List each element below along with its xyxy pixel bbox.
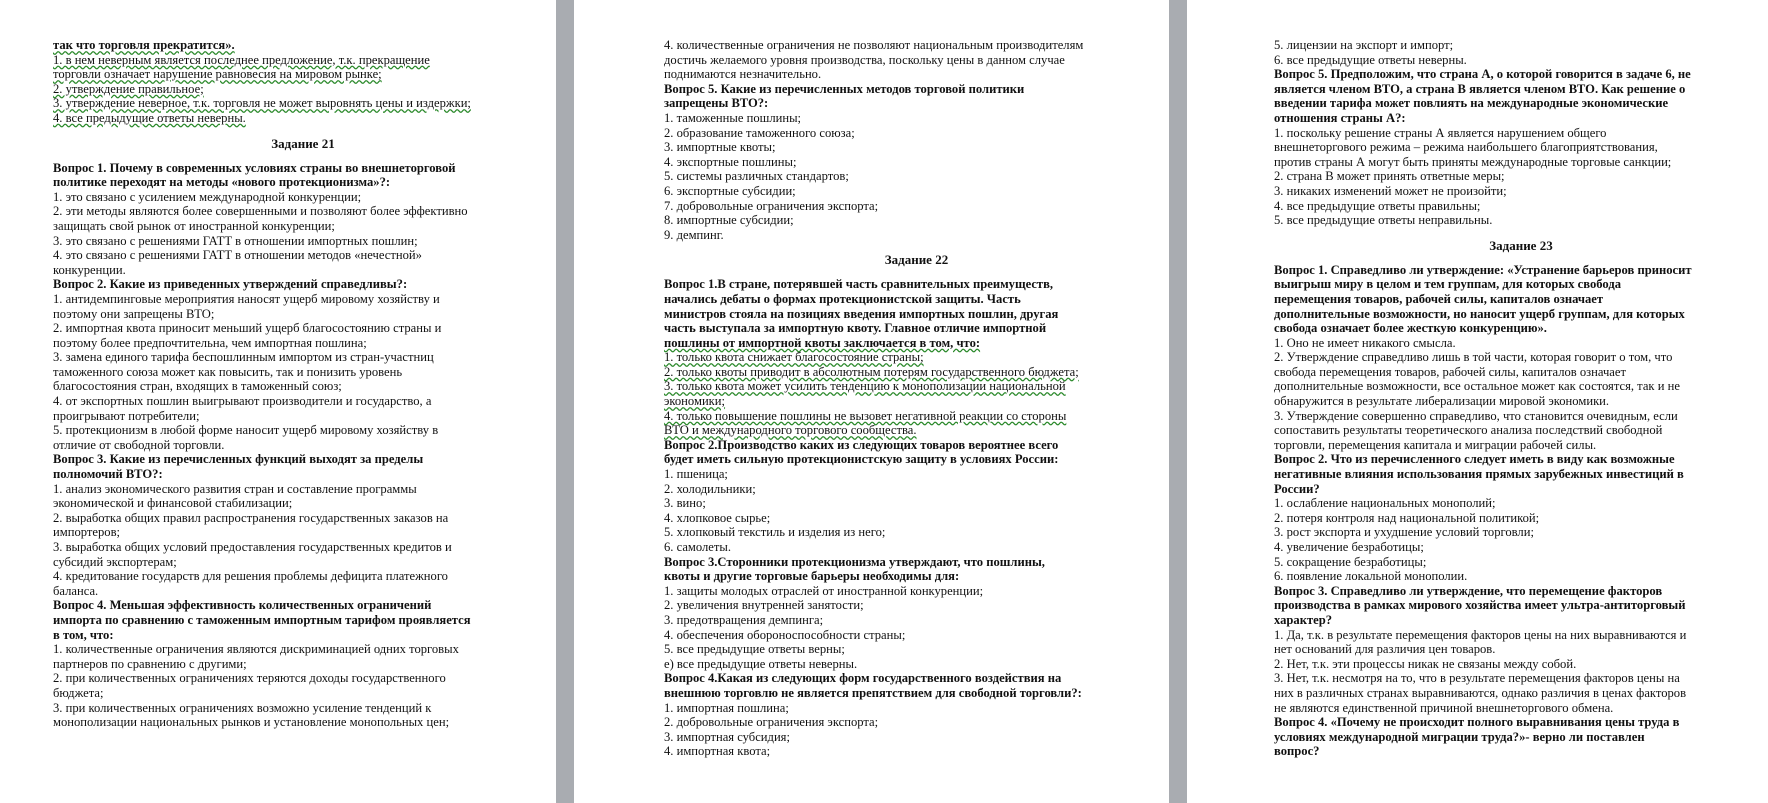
answer-line: 1. таможенные пошлины; <box>664 110 802 125</box>
answer-line: 3. предотвращения демпинга; <box>664 612 824 627</box>
answer-line: 3. это связано с решениями ГАТТ в отношении импортных пошлин; <box>53 233 418 248</box>
question-line: часть выступала за импортную квоту. Главное отличие импортной <box>664 321 1047 336</box>
spellcheck-underlined-text: 3. только квота может усилить тенденцию к монополизации национальной <box>664 379 1066 394</box>
question-line: России? <box>1274 481 1320 496</box>
answer-line: 1. пшеница; <box>664 467 728 482</box>
answer-line: 2. Утверждение справедливо лишь в той части, которая говорит о том, что <box>1274 350 1673 365</box>
answer-line: не являются единственной причиной внешнеторгового обмена. <box>1274 700 1614 715</box>
answer-line: 1. антидемпинговые мероприятия наносят ущерб мировому хозяйству и <box>53 291 440 306</box>
answer-line: 5. все предыдущие ответы неправильны. <box>1274 213 1493 228</box>
question-line: Вопрос 2. Какие из приведенных утверждений справедливы?: <box>53 277 408 292</box>
question-line: Вопрос 5. Предположим, что страна А, о которой говорится в задаче 6, не <box>1274 67 1691 82</box>
answer-line <box>53 53 553 68</box>
question-line: Вопрос 4. Меньшая эффективность количественных ограничений <box>53 598 432 613</box>
answer-line: 4. все предыдущие ответы правильны; <box>1274 198 1481 213</box>
page-1-text <box>53 38 553 730</box>
spellcheck-underlined-text: 4. только повышение пошлины не вызовет негативной реакции со стороны <box>664 408 1067 423</box>
answer-line: поднимаются незначительно. <box>664 67 822 82</box>
answer-line: 1. Да, т.к. в результате перемещения факторов цены на них выравниваются и <box>1274 627 1687 642</box>
answer-line: против страны А могут быть приняты международные торговые санкции; <box>1274 154 1672 169</box>
document-page-1 <box>0 0 556 803</box>
answer-line: 2. эти методы являются более совершенными и позволяют более эффективно <box>53 204 468 219</box>
answer-line: 2. образование таможенного союза; <box>664 125 855 140</box>
answer-line <box>664 379 1169 394</box>
answer-line: 4. хлопковое сырье; <box>664 510 771 525</box>
page-2-text <box>664 38 1169 759</box>
answer-line: 3. при количественных ограничениях возможно усиление тенденций к <box>53 700 432 715</box>
page-gutter-right <box>1169 0 1187 803</box>
question-line: введении тарифа может повлиять на международные экономические <box>1274 96 1669 111</box>
question-line: характер? <box>1274 612 1333 627</box>
question-line: в том, что: <box>53 627 114 642</box>
question-line: является членом ВТО, а страна В является членом ВТО. Как решение о <box>1274 81 1686 96</box>
answer-line: обнаружится в результате либерализации мировой экономики. <box>1274 394 1610 409</box>
answer-line: 9. демпинг. <box>664 227 724 242</box>
section-heading: Задание 23 <box>1489 237 1553 253</box>
answer-line: 4. увеличение безработицы; <box>1274 540 1424 554</box>
spellcheck-underlined-text: 4. все предыдущие ответы неверны. <box>53 110 246 125</box>
question-line <box>664 336 1169 351</box>
question-line: начались дебаты о формах протекционистской защиты. Часть <box>664 291 1021 306</box>
question-line: негативные влияния использования прямых зарубежных инвестиций в <box>1274 467 1684 482</box>
answer-line: 2. Нет, т.к. эти процессы никак не связаны между собой. <box>1274 656 1577 671</box>
section-heading: Задание 22 <box>884 252 949 268</box>
question-line: Вопрос 1.В стране, потерявшей часть сравнительных преимуществ, <box>664 277 1054 292</box>
spellcheck-underlined-text: 1. в нем неверным является последнее предложение, т.к. прекращение <box>53 52 430 67</box>
question-line: Вопрос 3. Какие из перечисленных функций выходят за пределы <box>53 452 424 467</box>
answer-line: свобода перемещения товаров, рабочей силы, капиталов означает <box>1274 364 1626 379</box>
answer-line: защищать свой рынок от иностранной конкуренции; <box>53 218 335 233</box>
answer-line: торговли, перемещения капитала и миграции рабочей силы. <box>1274 437 1597 452</box>
question-line: министров стояла на позициях введения импортных пошлин, другая <box>664 306 1059 321</box>
document-page-2 <box>574 0 1169 803</box>
answer-line: 1. ослабление национальных монополий; <box>1274 496 1496 511</box>
answer-line: 1. количественные ограничения являются дискриминацией одних торговых <box>53 642 459 657</box>
answer-line <box>53 111 553 126</box>
answer-line: 5. все предыдущие ответы верны; <box>664 642 845 657</box>
question-line: Вопрос 5. Какие из перечисленных методов торговой политики <box>664 81 1025 96</box>
answer-line: 1. анализ экономического развития стран и составление программы <box>53 481 417 496</box>
answer-line: 3. Утверждение совершенно справедливо, что становится очевидным, если <box>1274 408 1678 423</box>
answer-line: 6. появление локальной монополии. <box>1274 569 1468 584</box>
spellcheck-underlined-text: 3. утверждение неверное, т.к. торговля не может выровнять цены и издержки; <box>53 96 471 111</box>
answer-line: поэтому они запрещены ВТО; <box>53 306 215 321</box>
answer-line: них в различных странах выравниваются, однако различия в ценах факторов <box>1274 685 1687 700</box>
question-line: Вопрос 4. «Почему не происходит полного выравнивания цены труда в <box>1274 715 1680 730</box>
question-line: Вопрос 4.Какая из следующих форм государственного воздействия на <box>664 671 1062 686</box>
spellcheck-underlined-text: торговли означает нарушение равновесия на мировом рынке; <box>53 67 382 82</box>
answer-line: 4. экспортные пошлины; <box>664 154 797 169</box>
answer-line: е) все предыдущие ответы неверны. <box>664 656 858 671</box>
answer-line: 8. импортные субсидии; <box>664 213 794 228</box>
answer-line: 4. импортная квота; <box>664 744 771 759</box>
answer-line: 7. добровольные ограничения экспорта; <box>664 198 879 213</box>
page-gutter-left <box>556 0 574 803</box>
answer-line: 6. все предыдущие ответы неверны. <box>1274 52 1467 67</box>
spellcheck-underlined-text: 2. только квоты приводит в абсолютным потерям государственного бюджета; <box>664 364 1079 379</box>
question-line: полномочий ВТО?: <box>53 467 163 482</box>
answer-line: 2. потеря контроля над национальной политикой; <box>1274 510 1540 525</box>
answer-line: отличие от свободной торговли. <box>53 437 225 452</box>
question-line: перемещения товаров, рабочей силы, капиталов означает <box>1274 291 1604 306</box>
page-3-text <box>1274 38 1768 759</box>
answer-line: 1. импортная пошлина; <box>664 700 789 715</box>
answer-line: внешнеторгового режима – режима наибольшего благоприятствования, <box>1274 140 1658 155</box>
question-line: выигрыш миру в целом и тем группам, для которых свобода <box>1274 277 1621 292</box>
answer-line <box>53 96 553 111</box>
answer-line: 3. никаких изменений может не произойти; <box>1274 183 1507 198</box>
question-line: Вопрос 3.Сторонники протекционизма утверждают, что пошлины, <box>664 554 1045 569</box>
question-line: импорта по сравнению с таможенным импортным тарифом проявляется <box>53 612 471 627</box>
answer-line: 5. системы различных стандартов; <box>664 169 849 184</box>
question-line: условиях международной миграции труда?»- верно ли поставлен <box>1274 729 1645 744</box>
spellcheck-underlined-text: 2. утверждение правильное; <box>53 81 204 96</box>
answer-line: достичь желаемого уровня производства, поскольку цены в данном случае <box>664 52 1065 67</box>
answer-line: 5. протекционизм в любой форме наносит ущерб мировому хозяйству в <box>53 423 439 438</box>
question-line <box>53 38 553 53</box>
question-line: вопрос? <box>1274 744 1320 759</box>
answer-line: 2. холодильники; <box>664 481 756 496</box>
answer-line: партнеров по сравнению с другими; <box>53 656 247 671</box>
spellcheck-underlined-text: пошлины от импортной квоты заключается в том, что: <box>664 335 981 350</box>
spellcheck-underlined-text: 1. только квота снижает благосостояние страны; <box>664 350 924 365</box>
answer-line: 3. замена единого тарифа беспошлинным импортом из стран-участниц <box>53 350 434 365</box>
answer-line: 5. сокращение безработицы; <box>1274 554 1427 569</box>
answer-line: нет оснований для различия цен товаров. <box>1274 642 1496 657</box>
answer-line: 1. поскольку решение страны А является нарушением общего <box>1274 125 1607 140</box>
spellcheck-underlined-text: экономики; <box>664 394 726 409</box>
answer-line: импортеров; <box>53 525 121 540</box>
question-line: Вопрос 1. Почему в современных условиях страны во внешнеторговой <box>53 160 456 175</box>
answer-line: конкуренции. <box>53 262 126 277</box>
answer-line: 4. кредитование государств для решения проблемы дефицита платежного <box>53 569 448 584</box>
answer-line: монополизации национальных рынков и установление монопольных цен; <box>53 715 450 730</box>
answer-line: проигрывают потребители; <box>53 408 200 423</box>
question-line: свобода означает более жесткую конкуренцию». <box>1274 321 1547 336</box>
section-heading: Задание 21 <box>271 135 335 151</box>
answer-line: 2. страна В может принять ответные меры; <box>1274 169 1505 184</box>
answer-line: 6. экспортные субсидии; <box>664 183 796 198</box>
answer-line: 5. хлопковый текстиль и изделия из него; <box>664 525 886 540</box>
answer-line: 2. добровольные ограничения экспорта; <box>664 715 879 730</box>
answer-line: 3. вино; <box>664 496 706 511</box>
question-line: отношения страны А?: <box>1274 110 1406 125</box>
answer-line <box>664 394 1169 409</box>
answer-line <box>53 67 553 82</box>
answer-line <box>53 82 553 97</box>
answer-line: 2. выработка общих правил распространения государственных заказов на <box>53 510 449 525</box>
answer-line: поэтому более предпочтительна, чем импортная пошлина; <box>53 335 367 350</box>
answer-line: 2. импортная квота приносит меньший ущерб благосостоянию страны и <box>53 321 442 336</box>
question-line: производства в рамках мирового хозяйства имеет ультра-антиторговый <box>1274 598 1686 613</box>
question-line: Вопрос 2.Производство каких из следующих товаров вероятнее всего <box>664 437 1059 452</box>
answer-line: 4. обеспечения обороноспособности страны; <box>664 627 906 642</box>
question-line: запрещены ВТО?: <box>664 96 769 111</box>
answer-line: таможенного союза может как повысить, так и понизить уровень <box>53 364 403 379</box>
question-line: Вопрос 1. Справедливо ли утверждение: «Устранение барьеров приносит <box>1274 262 1692 277</box>
spellcheck-underlined-text: так что торговля прекратится». <box>53 38 235 52</box>
answer-line: 3. выработка общих условий предоставления государственных кредитов и <box>53 540 452 554</box>
answer-line <box>664 365 1169 380</box>
answer-line: дополнительные возможности, все остальное может как состоятся, так и не <box>1274 379 1680 394</box>
answer-line: 3. импортная субсидия; <box>664 729 790 744</box>
question-line: политике переходят на методы «нового протекционизма»?: <box>53 175 391 190</box>
answer-line: 1. защиты молодых отраслей от иностранной конкуренции; <box>664 583 984 598</box>
answer-line: благосостояния стран, входящих в таможенный союз; <box>53 379 342 394</box>
question-line: дополнительные возможности, но наносит ущерб группам, для которых <box>1274 306 1685 321</box>
answer-line <box>664 350 1169 365</box>
answer-line: бюджета; <box>53 685 104 700</box>
question-line: Вопрос 2. Что из перечисленного следует иметь в виду как возможные <box>1274 452 1675 467</box>
answer-line: 4. количественные ограничения не позволяют национальным производителям <box>664 38 1084 52</box>
answer-line: 1. Оно не имеет никакого смысла. <box>1274 335 1456 350</box>
question-line: внешнюю торговлю не является препятствием для свободной торговли?: <box>664 685 1082 700</box>
answer-line: 3. рост экспорта и ухудшение условий торговли; <box>1274 525 1534 540</box>
answer-line <box>664 409 1169 424</box>
answer-line <box>664 423 1169 438</box>
question-line: будет иметь сильную протекционистскую защиту в условиях России: <box>664 452 1059 467</box>
answer-line: 3. импортные квоты; <box>664 140 776 155</box>
question-line: Вопрос 3. Справедливо ли утверждение, что перемещение факторов <box>1274 583 1663 598</box>
question-line: квоты и другие торговые барьеры необходимы для: <box>664 569 960 584</box>
answer-line: 1. это связано с усилением международной конкуренции; <box>53 189 362 204</box>
answer-line: 5. лицензии на экспорт и импорт; <box>1274 38 1454 52</box>
spellcheck-underlined-text: ВТО и международного торгового сообщества. <box>664 423 917 438</box>
answer-line: 4. это связано с решениями ГАТТ в отношении методов «нечестной» <box>53 248 422 263</box>
answer-line: 2. увеличения внутренней занятости; <box>664 598 864 613</box>
answer-line: 6. самолеты. <box>664 540 732 554</box>
answer-line: субсидий экспортерам; <box>53 554 177 569</box>
answer-line: 2. при количественных ограничениях теряются доходы государственного <box>53 671 446 686</box>
answer-line: сопоставить результаты теоретического анализа последствий свободной <box>1274 423 1663 438</box>
answer-line: 4. от экспортных пошлин выигрывают производители и государство, а <box>53 394 432 409</box>
answer-line: баланса. <box>53 583 99 598</box>
document-page-3 <box>1187 0 1768 803</box>
answer-line: экономической и финансовой стабилизации; <box>53 496 293 511</box>
answer-line: 3. Нет, т.к. несмотря на то, что в результате перемещения факторов цены на <box>1274 671 1680 686</box>
